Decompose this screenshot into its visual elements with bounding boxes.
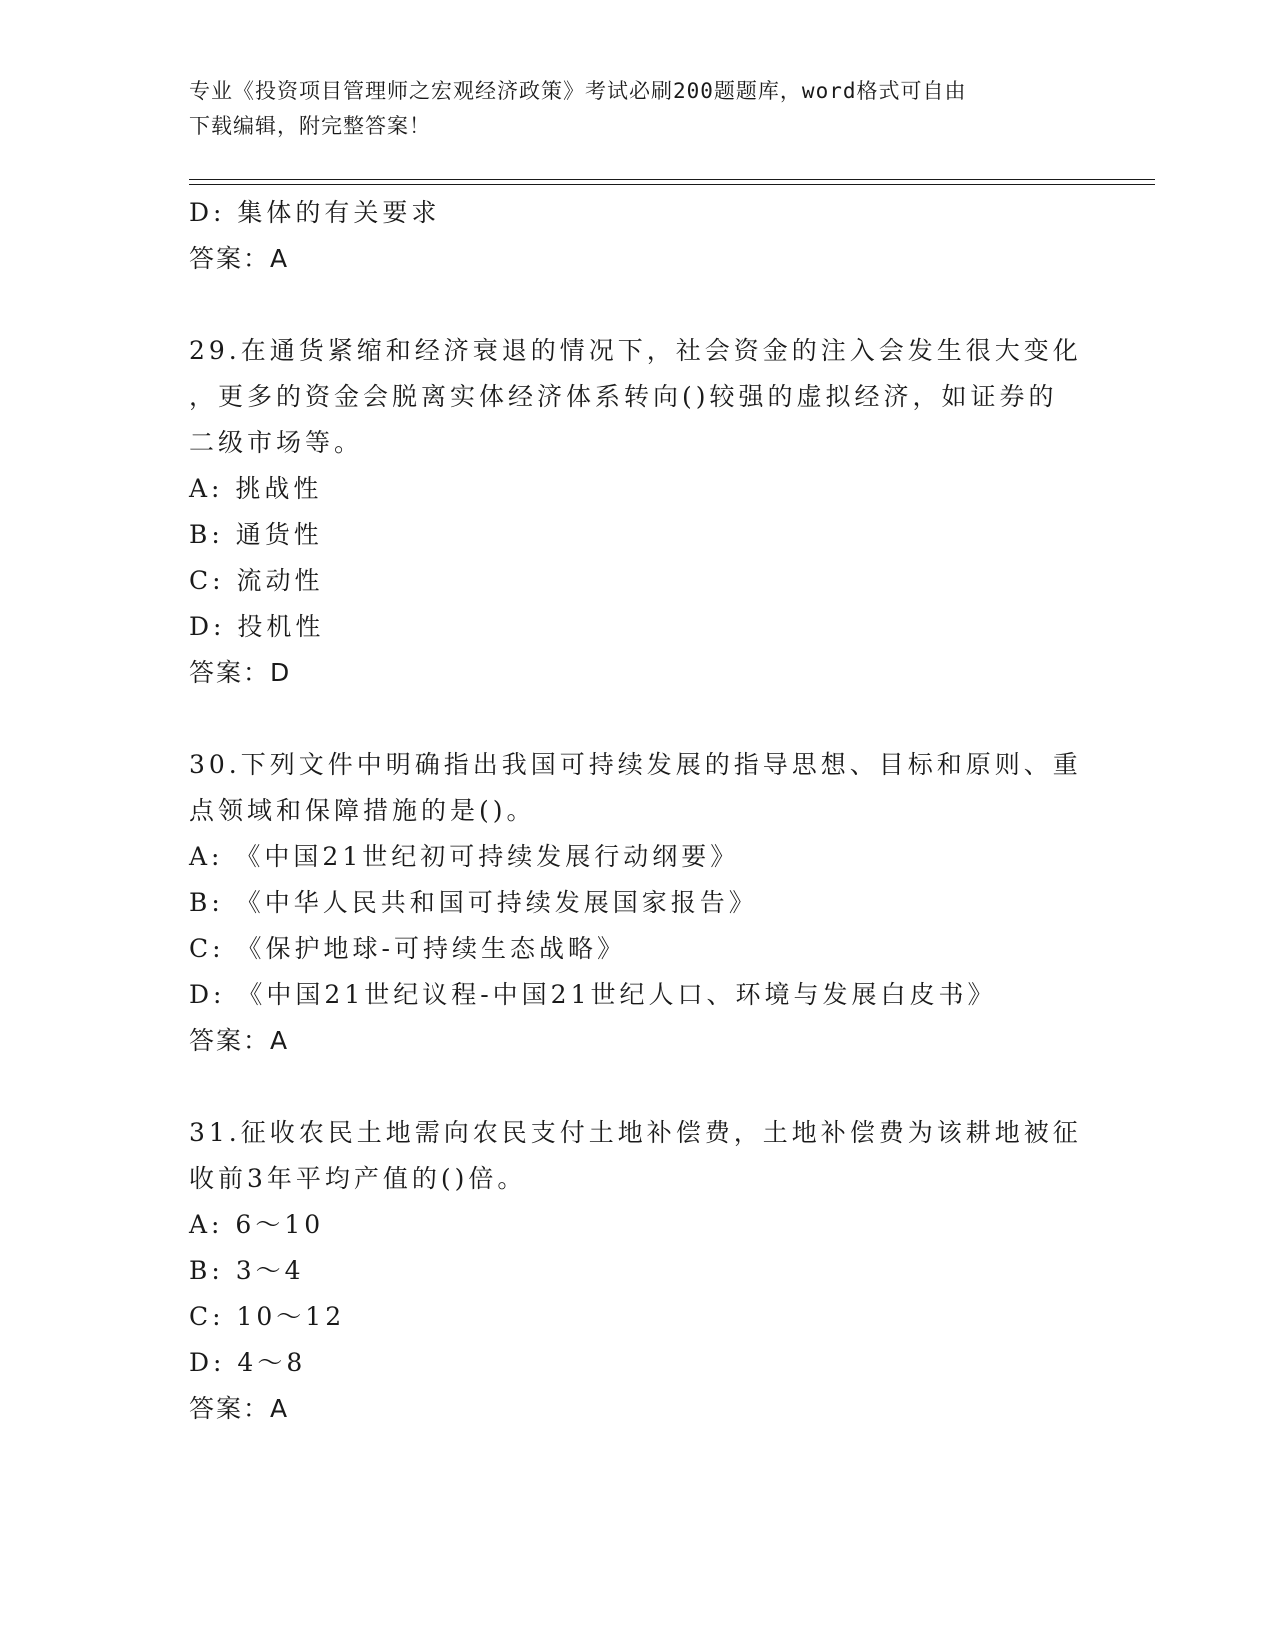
option-b: B: 通货性 bbox=[189, 520, 323, 549]
question-text bbox=[189, 328, 1089, 466]
option-c: C: 流动性 bbox=[189, 566, 324, 595]
option-b: B: 3～4 bbox=[189, 1256, 305, 1285]
question-text-line: 二级市场等。 bbox=[189, 428, 364, 457]
question-text bbox=[189, 742, 1089, 834]
question-text-line: 29.在通货紧缩和经济衰退的情况下，社会资金的注入会发生很大变化 bbox=[189, 336, 1082, 365]
answer-line: 答案：A bbox=[189, 1026, 290, 1055]
option-a: A: 6～10 bbox=[189, 1210, 325, 1239]
option-c: C: 《保护地球-可持续生态战略》 bbox=[189, 934, 626, 963]
question-list bbox=[189, 190, 1089, 1432]
answer-line: 答案：D bbox=[189, 658, 292, 687]
option-d: D: 集体的有关要求 bbox=[189, 198, 441, 227]
question-29 bbox=[189, 328, 1089, 696]
option-a: A: 《中国21世纪初可持续发展行动纲要》 bbox=[189, 842, 740, 871]
option-c: C: 10～12 bbox=[189, 1302, 346, 1331]
question-text-line: 点领域和保障措施的是()。 bbox=[189, 796, 536, 825]
question-31 bbox=[189, 1110, 1089, 1432]
question-text-line: 31.征收农民土地需向农民支付土地补偿费，土地补偿费为该耕地被征 bbox=[189, 1118, 1082, 1147]
answer-line: 答案：A bbox=[189, 1394, 290, 1423]
document-header bbox=[189, 74, 1089, 144]
question-text-line: 30.下列文件中明确指出我国可持续发展的指导思想、目标和原则、重 bbox=[189, 750, 1082, 779]
question-text-line: ，更多的资金会脱离实体经济体系转向()较强的虚拟经济，如证券的 bbox=[189, 382, 1058, 411]
header-divider-bottom bbox=[189, 184, 1155, 185]
header-line-1: 专业《投资项目管理师之宏观经济政策》考试必刷200题题库，word格式可自由 bbox=[189, 79, 967, 103]
header-line-2: 下载编辑，附完整答案！ bbox=[189, 114, 431, 138]
option-d: D: 投机性 bbox=[189, 612, 325, 641]
question-text bbox=[189, 1110, 1089, 1202]
carryover-question bbox=[189, 190, 1089, 282]
header-divider-top bbox=[189, 179, 1155, 180]
option-b: B: 《中华人民共和国可持续发展国家报告》 bbox=[189, 888, 758, 917]
option-d: D: 4～8 bbox=[189, 1348, 307, 1377]
question-30 bbox=[189, 742, 1089, 1064]
question-text-line: 收前3年平均产值的()倍。 bbox=[189, 1164, 527, 1193]
option-d: D: 《中国21世纪议程-中国21世纪人口、环境与发展白皮书》 bbox=[189, 980, 997, 1009]
answer-line: 答案：A bbox=[189, 244, 290, 273]
option-a: A: 挑战性 bbox=[189, 474, 323, 503]
